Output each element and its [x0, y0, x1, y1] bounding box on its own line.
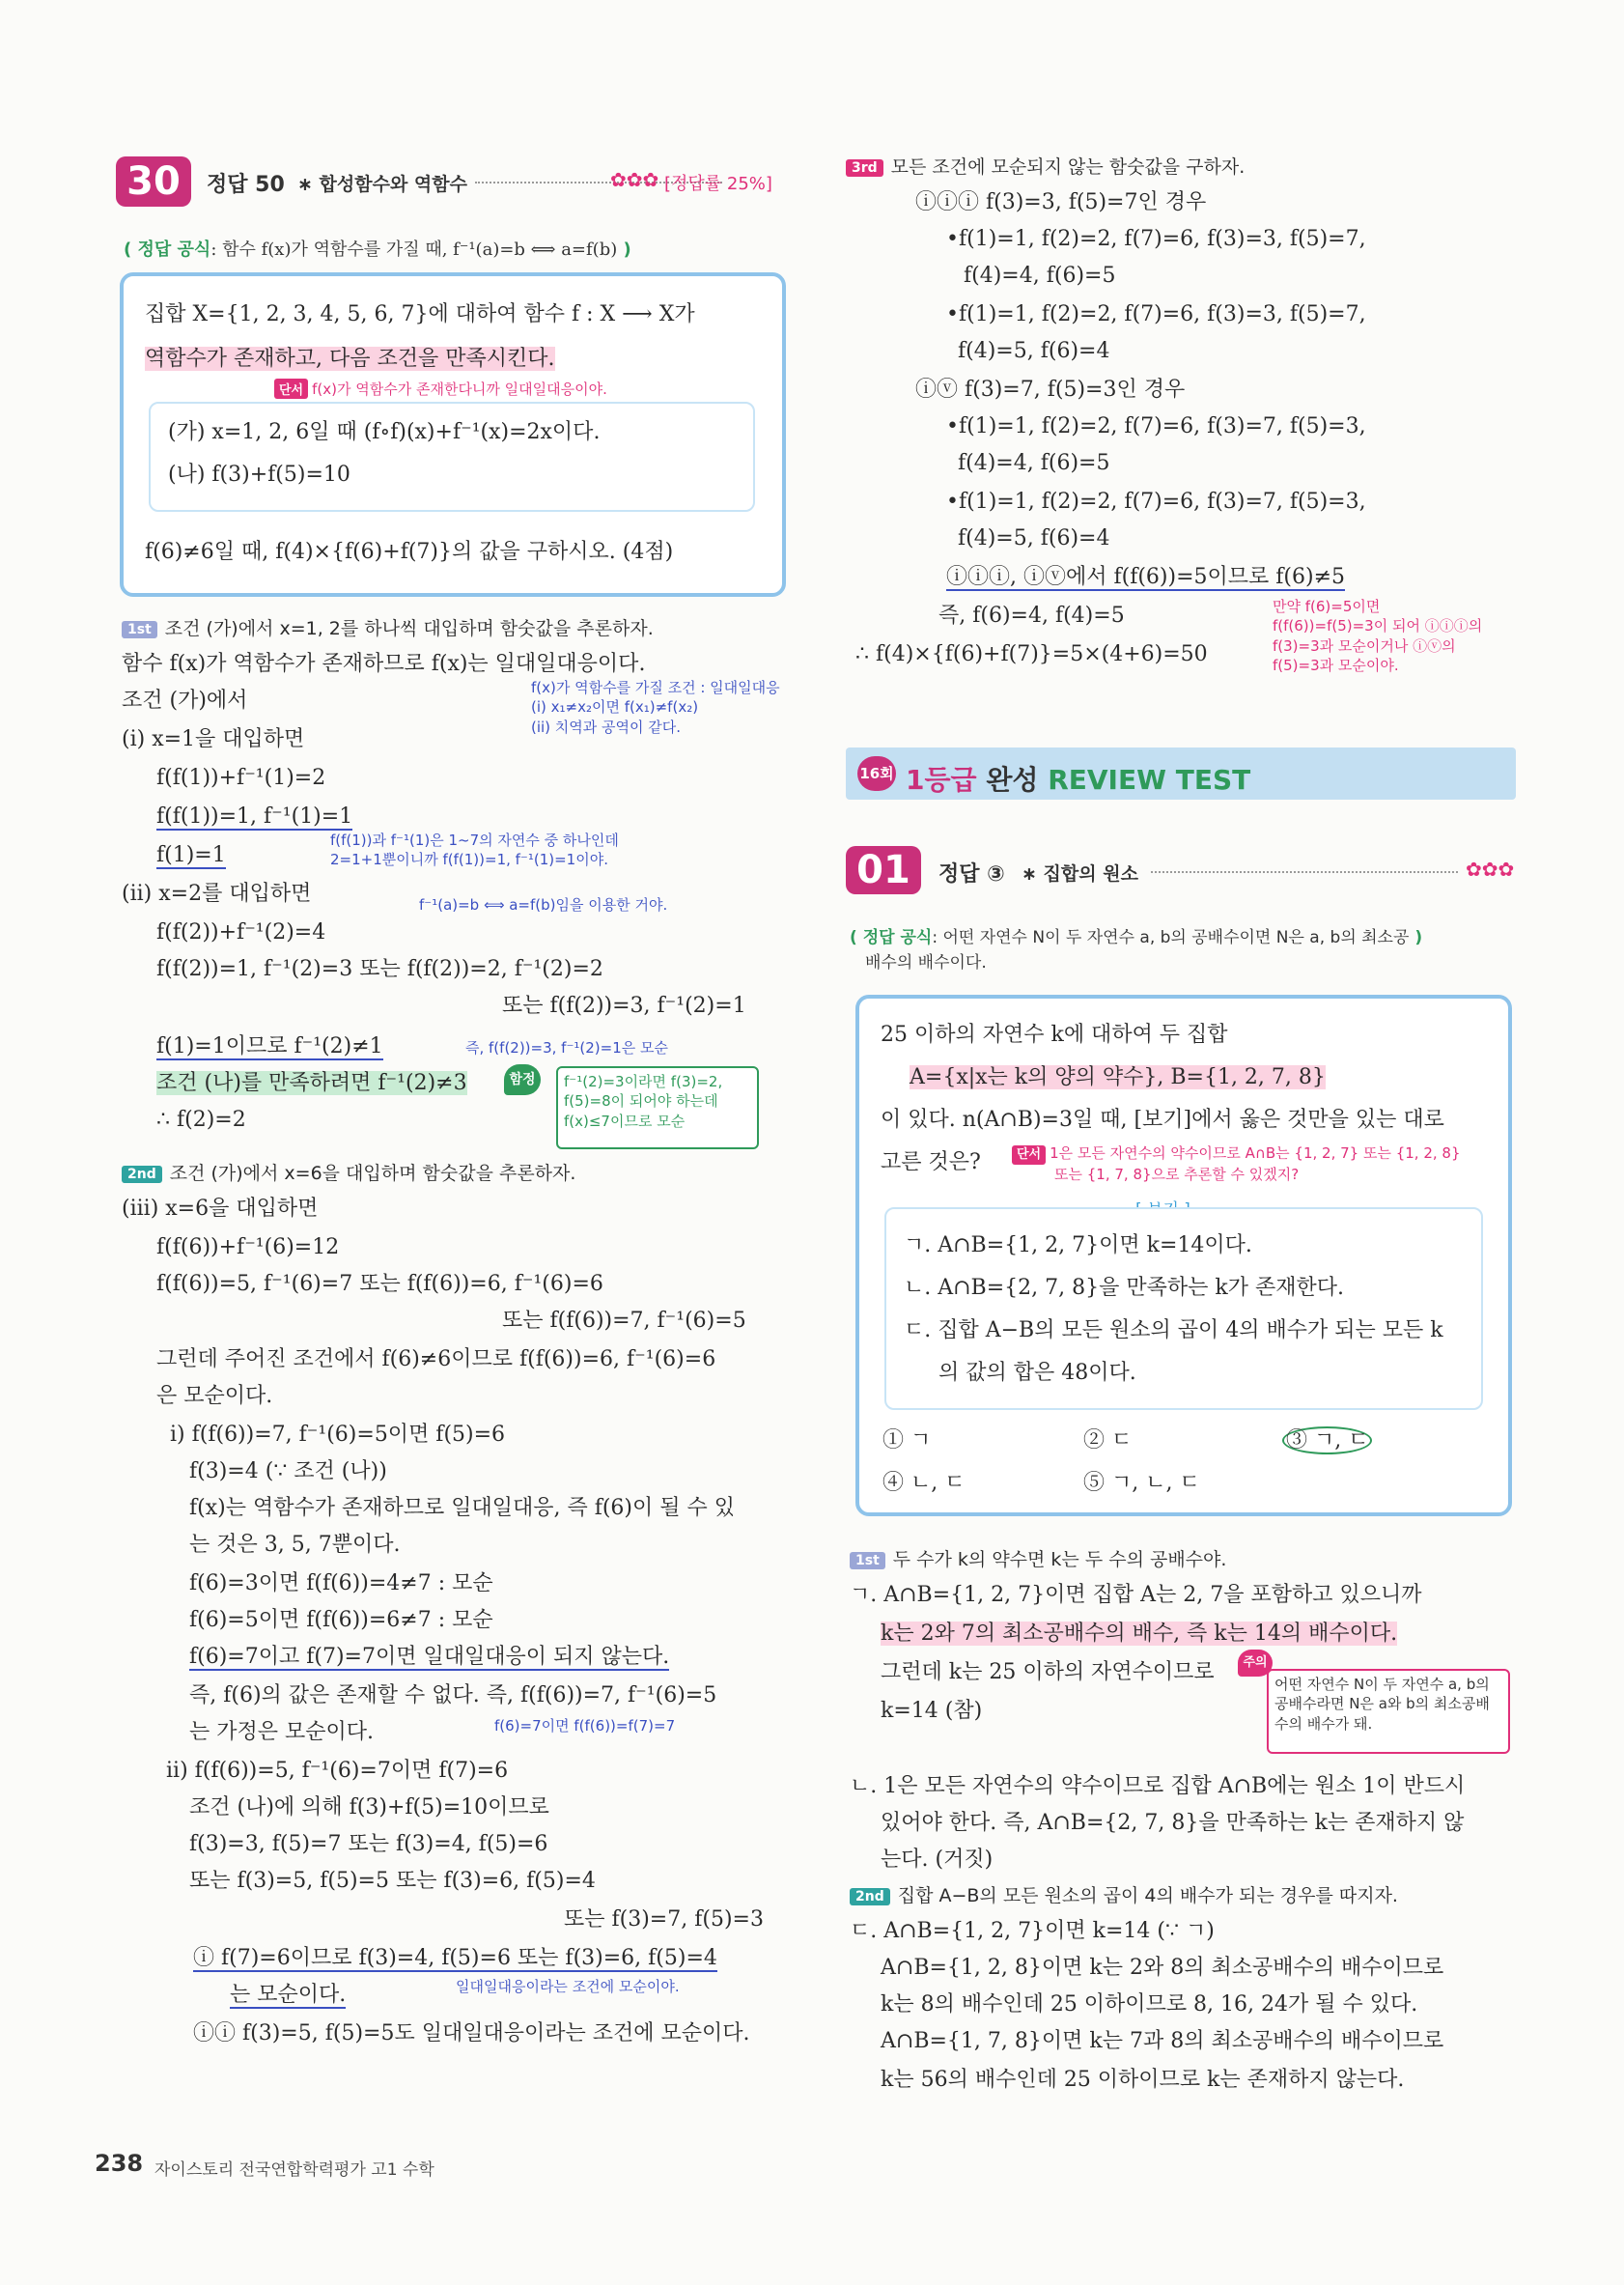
header-answer: 정답 ③ — [938, 862, 1005, 887]
sol-line: f(1)=1 — [156, 843, 226, 867]
sol-line: •f(1)=1, f(2)=2, f(7)=6, f(3)=7, f(5)=3, — [946, 490, 1366, 514]
sol-line: ⓘ f(7)=6이므로 f(3)=4, f(5)=6 또는 f(3)=6, f(5)=4 — [193, 1946, 717, 1970]
note-inverse: f⁻¹(a)=b ⟺ a=f(b)임을 이용한 거야. — [419, 896, 668, 914]
note-one-to-one: f(x)가 역함수를 가질 조건 : 일대일대응 (i) x₁≠x₂이면 f(x₁)≠f(x₂) (ii) 치역과 공역이 같다. — [531, 679, 780, 736]
choice-2[interactable]: ② ㄷ — [1083, 1428, 1133, 1453]
bogi-item-2: ㄴ. A∩B={2, 7, 8}을 만족하는 k가 존재한다. — [904, 1276, 1344, 1300]
sol-line: ⓘⓘ f(3)=5, f(5)=5도 일대일대응이라는 조건에 모순이다. — [193, 2021, 750, 2045]
choice-4[interactable]: ④ ㄴ, ㄷ — [882, 1471, 966, 1495]
sol-line: f(f(1))+f⁻¹(1)=2 — [156, 766, 326, 790]
bogi-item-3: ㄷ. 집합 A−B의 모든 원소의 곱이 4의 배수가 되는 모든 k — [904, 1318, 1443, 1342]
caution-badge: 주의 — [1238, 1650, 1273, 1677]
caution-box: 어떤 자연수 N이 두 자연수 a, b의 공배수라면 N은 a와 b의 최소공배 수의 배수가 돼. — [1267, 1669, 1510, 1754]
sol-line: f(x)는 역함수가 존재하므로 일대일대응, 즉 f(6)이 될 수 있 — [189, 1496, 736, 1520]
note-contradiction: 즉, f(f(2))=3, f⁻¹(2)=1은 모순 — [465, 1039, 668, 1057]
sol-line: 그런데 k는 25 이하의 자연수이므로 — [881, 1660, 1215, 1684]
choice-5[interactable]: ⑤ ㄱ, ㄴ, ㄷ — [1083, 1471, 1200, 1495]
sol-line: 은 모순이다. — [156, 1384, 273, 1408]
sol-line: •f(1)=1, f(2)=2, f(7)=6, f(3)=3, f(5)=7, — [946, 227, 1366, 251]
sol-line: ii) f(f(6))=5, f⁻¹(6)=7이면 f(7)=6 — [166, 1759, 509, 1783]
question-box — [855, 995, 1512, 1516]
step2-heading: 2nd 집합 A−B의 모든 원소의 곱이 4의 배수가 되는 경우를 따지자. — [850, 1881, 1398, 1907]
sol-line: 또는 f(3)=7, f(5)=3 — [564, 1907, 764, 1932]
sol-line: A∩B={1, 7, 8}이면 k는 7과 8의 최소공배수의 배수이므로 — [881, 2029, 1444, 2053]
formula-text: : 함수 f(x)가 역함수를 가질 때, f⁻¹(a)=b ⟺ a=f(b) — [210, 240, 618, 260]
condition-na: (나) f(3)+f(5)=10 — [168, 463, 350, 487]
sol-line: •f(1)=1, f(2)=2, f(7)=6, f(3)=7, f(5)=3, — [946, 414, 1366, 438]
sol-line: 는 가정은 모순이다. — [189, 1720, 374, 1744]
review-banner — [846, 748, 1516, 800]
sol-line: 또는 f(3)=5, f(5)=5 또는 f(3)=6, f(5)=4 — [189, 1869, 596, 1893]
question-box — [120, 272, 786, 597]
sol-line: ⓘⓘⓘ f(3)=3, f(5)=7인 경우 — [915, 190, 1207, 214]
choice-3-correct[interactable]: ③ ㄱ, ㄷ — [1282, 1427, 1372, 1455]
sol-line: •f(1)=1, f(2)=2, f(7)=6, f(3)=3, f(5)=7, — [946, 302, 1366, 326]
sol-line: 그런데 주어진 조건에서 f(6)≠6이므로 f(f(6))=6, f⁻¹(6)=6 — [156, 1347, 716, 1371]
formula-label: 정답 공식 — [137, 240, 211, 260]
formula-block: ( 정답 공식: 어떤 자연수 N이 두 자연수 a, b의 공배수이면 N은 a, b의 최소공 ) 배수의 배수이다. — [850, 928, 1423, 973]
header-answer: 정답 50 — [207, 173, 285, 197]
sol-line: ㄷ. A∩B={1, 2, 7}이면 k=14 (∵ ㄱ) — [850, 1919, 1215, 1943]
question-ask: f(6)≠6일 때, f(4)×{f(6)+f(7)}의 값을 구하시오. (4점) — [145, 540, 674, 564]
sol-line: f(6)=5이면 f(f(6))=6≠7 : 모순 — [189, 1608, 493, 1632]
step3-heading: 3rd 모든 조건에 모순되지 않는 함숫값을 구하자. — [846, 153, 1245, 179]
note-one-to-one-contradiction: 일대일대응이라는 조건에 모순이야. — [456, 1978, 680, 1995]
header-topic: ∗ 합성함수와 역함수 — [297, 174, 467, 195]
question-hint: 단서 1은 모든 자연수의 약수이므로 A∩B는 {1, 2, 7} 또는 {1, 2, 8} 또는 {1, 7, 8}으로 추론할 수 있겠지? — [1012, 1143, 1461, 1184]
sol-line: f(4)=5, f(6)=4 — [958, 526, 1110, 550]
conditions-box — [149, 402, 755, 512]
sol-line: i) f(f(6))=7, f⁻¹(6)=5이면 f(5)=6 — [170, 1423, 506, 1447]
step2-heading: 2nd 조건 (가)에서 x=6을 대입하며 함숫값을 추론하자. — [122, 1159, 575, 1185]
question-line-3: 이 있다. n(A∩B)=3일 때, [보기]에서 옳은 것만을 있는 대로 — [881, 1108, 1444, 1132]
sol-line: f(4)=4, f(6)=5 — [964, 264, 1116, 288]
bogi-item-1: ㄱ. A∩B={1, 2, 7}이면 k=14이다. — [904, 1233, 1252, 1257]
question-line-2: 역함수가 존재하고, 다음 조건을 만족시킨다. — [145, 347, 555, 371]
problem-number-badge: 01 — [846, 846, 921, 894]
bogi-item-3b: 의 값의 합은 48이다. — [938, 1361, 1136, 1385]
sol-line: (i) x=1을 대입하면 — [122, 727, 305, 751]
note-f6-check: 만약 f(6)=5이면 f(f(6))=f(5)=3이 되어 ⓘⓘⓘ의 f(3)=3과 모순이거나 ⓘⓥ의 f(5)=3과 모순이야. — [1273, 598, 1483, 674]
review-round-badge: 16회 — [857, 756, 896, 791]
sol-line: 조건 (가)에서 — [122, 689, 248, 713]
sol-line: k는 2와 7의 최소공배수의 배수, 즉 k는 14의 배수이다. — [881, 1622, 1398, 1646]
page-number: 238 — [95, 2150, 144, 2177]
sol-line: (ii) x=2를 대입하면 — [122, 882, 312, 906]
trap-badge: 함정 — [504, 1064, 541, 1095]
formula-line: ( 정답 공식: 함수 f(x)가 역함수를 가질 때, f⁻¹(a)=b ⟺ a=f(b) ) — [124, 240, 631, 260]
sol-line: f(1)=1이므로 f⁻¹(2)≠1 — [156, 1034, 383, 1058]
sol-line: 있어야 한다. 즉, A∩B={2, 7, 8}을 만족하는 k는 존재하지 않 — [881, 1811, 1465, 1835]
sol-line: f(f(6))=5, f⁻¹(6)=7 또는 f(f(6))=6, f⁻¹(6)=6 — [156, 1272, 603, 1296]
question-line-2: A={x|x는 k의 양의 약수}, B={1, 2, 7, 8} — [910, 1065, 1326, 1089]
sol-line: f(6)=3이면 f(f(6))=4≠7 : 모순 — [189, 1571, 493, 1595]
header-dotline — [1151, 871, 1458, 873]
condition-ga: (가) x=1, 2, 6일 때 (f∘f)(x)+f⁻¹(x)=2x이다. — [168, 420, 601, 444]
sol-line: A∩B={1, 2, 8}이면 k는 2와 8의 최소공배수의 배수이므로 — [881, 1956, 1444, 1980]
note-f1: f(f(1))과 f⁻¹(1)은 1~7의 자연수 중 하나인데 2=1+1뿐이니까 f(f(1))=1, f⁻¹(1)=1이야. — [330, 832, 619, 869]
sol-line: ⓘⓥ f(3)=7, f(5)=3인 경우 — [915, 378, 1186, 402]
sol-line: k는 56의 배수인데 25 이하이므로 k는 존재하지 않는다. — [881, 2068, 1405, 2092]
sol-line: 함수 f(x)가 역함수가 존재하므로 f(x)는 일대일대응이다. — [122, 652, 646, 676]
header-topic: ∗ 집합의 원소 — [1022, 863, 1138, 885]
correct-rate: [정답률 25%] — [664, 174, 772, 194]
sol-line: 또는 f(f(6))=7, f⁻¹(6)=5 — [502, 1309, 746, 1333]
sol-line: f(6)=7이고 f(7)=7이면 일대일대응이 되지 않는다. — [189, 1645, 670, 1669]
question-line-1: 25 이하의 자연수 k에 대하여 두 집합 — [881, 1023, 1228, 1047]
choice-1[interactable]: ① ㄱ — [882, 1428, 932, 1453]
sol-line: k=14 (참) — [881, 1699, 983, 1723]
sol-line: 는다. (거짓) — [881, 1848, 994, 1872]
sol-line: f(4)=5, f(6)=4 — [958, 339, 1110, 363]
hint-tag: 단서 — [274, 379, 308, 399]
sol-line: f(4)=4, f(6)=5 — [958, 451, 1110, 475]
sol-line: (iii) x=6을 대입하면 — [122, 1197, 319, 1221]
sol-line: 는 모순이다. — [230, 1983, 347, 2007]
sol-line: k는 8의 배수인데 25 이하이므로 8, 16, 24가 될 수 있다. — [881, 1992, 1418, 2017]
step1-heading: 1st 조건 (가)에서 x=1, 2를 하나씩 대입하며 함숫값을 추론하자. — [122, 614, 654, 640]
note-f6: f(6)=7이면 f(f(6))=f(7)=7 — [494, 1717, 676, 1735]
review-title: 1등급 완성 REVIEW TEST — [906, 764, 1251, 796]
sol-line: f(3)=3, f(5)=7 또는 f(3)=4, f(5)=6 — [189, 1832, 548, 1856]
sol-line: 조건 (나)에 의해 f(3)+f(5)=10이므로 — [189, 1795, 549, 1820]
sol-line: 즉, f(6)=4, f(4)=5 — [938, 604, 1125, 628]
question-line-4: 고른 것은? — [881, 1150, 981, 1174]
question-line-1: 집합 X={1, 2, 3, 4, 5, 6, 7}에 대하여 함수 f : X ⟶ X가 — [145, 302, 695, 326]
sol-line: ㄴ. 1은 모든 자연수의 약수이므로 집합 A∩B에는 원소 1이 반드시 — [850, 1774, 1466, 1798]
sol-line: 또는 f(f(2))=3, f⁻¹(2)=1 — [502, 994, 746, 1018]
trap-note-box: f⁻¹(2)=3이라면 f(3)=2, f(5)=8이 되어야 하는데 f(x)≤7이므로 모순 — [556, 1066, 759, 1149]
sol-line: ㄱ. A∩B={1, 2, 7}이면 집합 A는 2, 7을 포함하고 있으니까 — [850, 1583, 1422, 1607]
sol-line: f(f(2))+f⁻¹(2)=4 — [156, 920, 326, 945]
sol-line: f(f(2))=1, f⁻¹(2)=3 또는 f(f(2))=2, f⁻¹(2)=2 — [156, 957, 603, 981]
sol-line: 조건 (나)를 만족하려면 f⁻¹(2)≠3 — [156, 1071, 467, 1095]
footer-text: 자이스토리 전국연합학력평가 고1 수학 — [154, 2160, 434, 2180]
problem-number-badge: 30 — [116, 156, 191, 207]
sol-line: 즉, f(6)의 값은 존재할 수 없다. 즉, f(f(6))=7, f⁻¹(6)=5 — [189, 1683, 717, 1707]
sol-line: f(f(1))=1, f⁻¹(1)=1 — [156, 804, 353, 829]
difficulty-stars: ✿✿✿ — [1466, 858, 1515, 881]
step1-heading: 1st 두 수가 k의 약수면 k는 두 수의 공배수야. — [850, 1545, 1226, 1571]
difficulty-stars: ✿✿✿ — [610, 168, 659, 191]
question-hint: 단서 f(x)가 역함수가 존재한다니까 일대일대응이야. — [274, 379, 607, 399]
bogi-box — [884, 1207, 1483, 1410]
sol-line: f(f(6))+f⁻¹(6)=12 — [156, 1235, 340, 1259]
sol-line: ∴ f(2)=2 — [156, 1108, 246, 1132]
sol-line: 는 것은 3, 5, 7뿐이다. — [189, 1533, 401, 1557]
sol-line: ⓘⓘⓘ, ⓘⓥ에서 f(f(6))=5이므로 f(6)≠5 — [946, 565, 1346, 589]
final-answer-line: ∴ f(4)×{f(6)+f(7)}=5×(4+6)=50 — [855, 642, 1208, 666]
sol-line: f(3)=4 (∵ 조건 (나)) — [189, 1459, 387, 1483]
